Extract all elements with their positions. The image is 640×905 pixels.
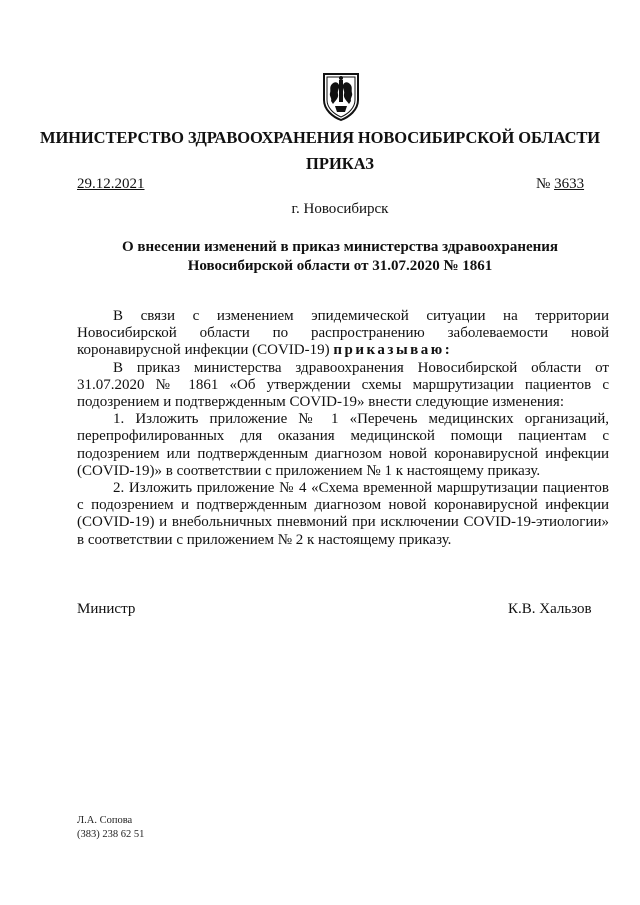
order-date: 29.12.2021 <box>77 176 145 192</box>
ministry-name: МИНИСТЕРСТВО ЗДРАВООХРАНЕНИЯ НОВОСИБИРСКОЙ ОБЛАСТИ <box>39 128 601 147</box>
subject-line-1: О внесении изменений в приказ министерства здравоохранения <box>121 239 559 255</box>
order-number-value: 3633 <box>554 176 585 192</box>
preamble-paragraph <box>77 308 609 360</box>
subject-line-2: Новосибирской области от 31.07.2020 № 1861 <box>187 258 493 274</box>
city: г. Новосибирск <box>291 201 389 217</box>
item-1-paragraph: 1. Изложить приложение № 1 «Перечень медицинских организаций, перепрофилированных для оказания медицинской помощи пациентам с подозрением или подтвержденным диагнозом новой коронавирусной инфекции (COVID-19)» в соответствии с приложением № 1 к настоящему приказу. <box>77 411 609 479</box>
signatory-role: Министр <box>77 601 136 617</box>
document-type: ПРИКАЗ <box>306 154 374 173</box>
order-verb: приказываю: <box>333 342 453 359</box>
coat-of-arms-icon <box>318 70 364 122</box>
executor-info <box>77 814 144 842</box>
item-2-paragraph: 2. Изложить приложение № 4 «Схема временной маршрутизации пациентов с подозрением и подтвержденным диагнозом новой коронавирусной инфекции (COVID-19) и внебольничных пневмоний при исключении COVID-19-этиологии» в соответствии с приложением № 2 к настоящему приказу. <box>77 480 609 548</box>
preamble-text: В связи с изменением эпидемической ситуации на территории Новосибирской области по распространению заболеваемости новой коронавирусной инфекции (COVID-19) <box>77 308 609 359</box>
signatory-name: К.В. Хальзов <box>508 601 592 617</box>
order-body <box>77 308 609 549</box>
executor-phone: (383) 238 62 51 <box>77 829 145 840</box>
executor-name: Л.А. Сопова <box>77 815 133 826</box>
order-number <box>536 176 584 193</box>
order-number-prefix: № <box>536 176 555 192</box>
amendment-intro-paragraph: В приказ министерства здравоохранения Новосибирской области от 31.07.2020 № 1861 «Об утверждении схемы маршрутизации пациентов с подозрением и подтвержденным COVID-19» внести следующие изменения: <box>77 359 609 411</box>
order-subject <box>100 238 580 276</box>
